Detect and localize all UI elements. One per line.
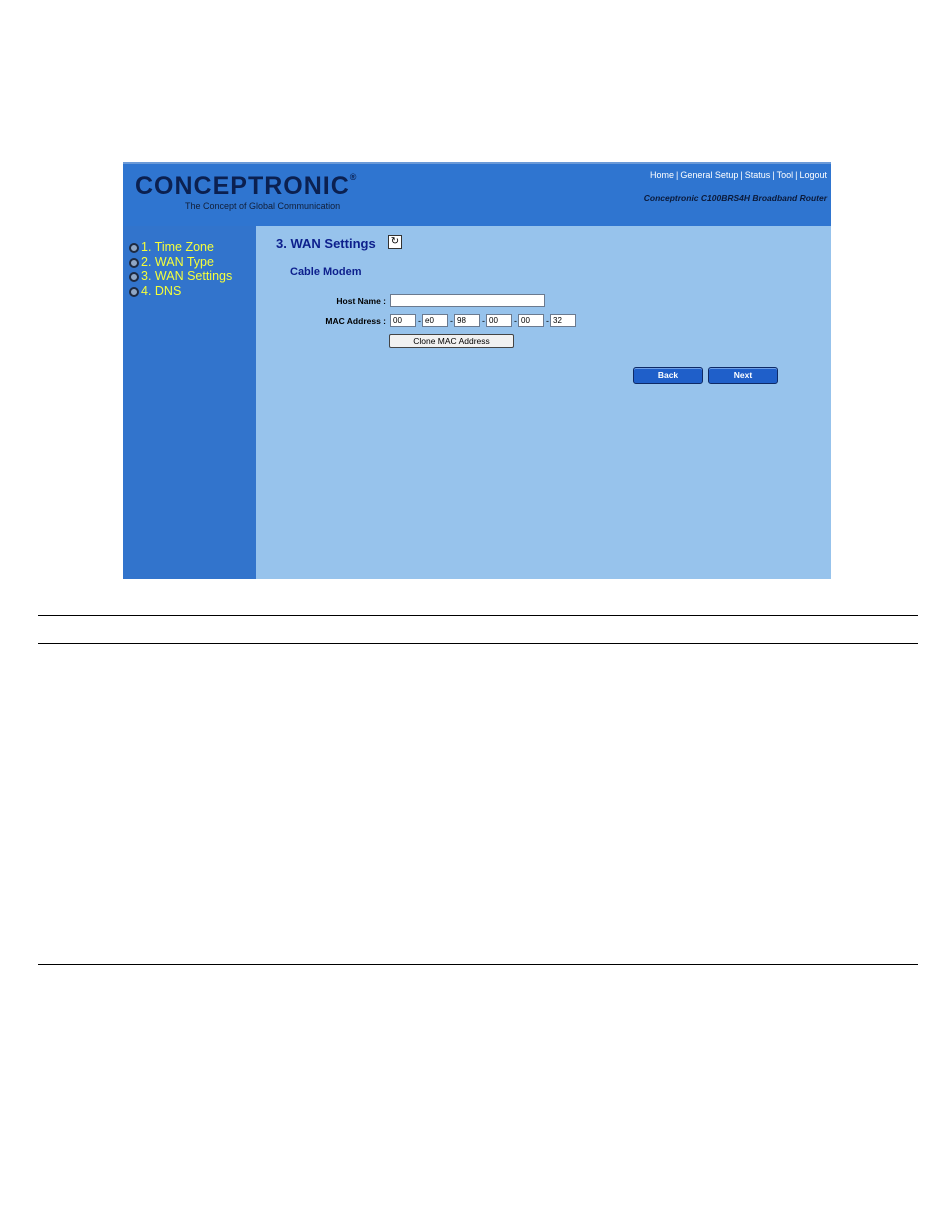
mac-octet-5-input[interactable]: 00	[518, 314, 544, 327]
mac-separator: -	[514, 316, 517, 326]
radio-bullet-icon	[129, 272, 139, 282]
sidebar-item-time-zone[interactable]	[129, 240, 214, 254]
radio-bullet-icon	[129, 287, 139, 297]
router-admin-screenshot	[123, 162, 831, 579]
section-subtitle: Cable Modem	[290, 266, 362, 278]
back-button[interactable]: Back	[633, 367, 703, 384]
conceptronic-logo[interactable]	[135, 172, 357, 201]
nav-tool[interactable]: Tool	[776, 170, 794, 180]
sidebar-item-label: 4. DNS	[141, 284, 182, 298]
mac-separator: -	[418, 316, 421, 326]
logo-text: CONCEPTRONIC	[135, 172, 350, 200]
sidebar	[123, 226, 256, 579]
refresh-icon[interactable]: ↻	[388, 235, 402, 249]
main-content	[256, 226, 831, 579]
host-name-label: Host Name :	[336, 296, 386, 306]
logo-registered-mark: ®	[349, 172, 358, 182]
clone-mac-address-button[interactable]: Clone MAC Address	[389, 334, 514, 348]
radio-bullet-icon	[129, 243, 139, 253]
mac-octet-3-input[interactable]: 98	[454, 314, 480, 327]
nav-logout[interactable]: Logout	[799, 170, 827, 180]
mac-separator: -	[546, 316, 549, 326]
nav-separator: |	[740, 170, 743, 180]
divider	[38, 964, 918, 965]
mac-octet-2-input[interactable]: e0	[422, 314, 448, 327]
mac-octet-1-input[interactable]: 00	[390, 314, 416, 327]
mac-separator: -	[450, 316, 453, 326]
host-name-input[interactable]	[390, 294, 545, 307]
divider	[38, 615, 918, 616]
top-nav	[650, 170, 827, 180]
mac-address-label: MAC Address :	[325, 316, 386, 326]
sidebar-item-label: 2. WAN Type	[141, 255, 214, 269]
sidebar-item-label: 3. WAN Settings	[141, 269, 233, 283]
page-title: 3. WAN Settings	[276, 236, 376, 251]
nav-separator: |	[676, 170, 679, 180]
tagline: The Concept of Global Communication	[185, 201, 341, 211]
nav-status[interactable]: Status	[744, 170, 771, 180]
radio-bullet-icon	[129, 258, 139, 268]
nav-separator: |	[772, 170, 775, 180]
mac-octet-4-input[interactable]: 00	[486, 314, 512, 327]
mac-separator: -	[482, 316, 485, 326]
product-name: Conceptronic C100BRS4H Broadband Router	[643, 193, 827, 203]
sidebar-item-wan-type[interactable]	[129, 255, 214, 269]
mac-octet-6-input[interactable]: 32	[550, 314, 576, 327]
nav-separator: |	[795, 170, 798, 180]
sidebar-item-dns[interactable]	[129, 284, 181, 298]
sidebar-item-label: 1. Time Zone	[141, 240, 214, 254]
header	[123, 162, 831, 226]
divider	[38, 643, 918, 644]
sidebar-item-wan-settings[interactable]	[129, 269, 232, 283]
next-button[interactable]: Next	[708, 367, 778, 384]
nav-general-setup[interactable]: General Setup	[680, 170, 739, 180]
nav-home[interactable]: Home	[650, 170, 675, 180]
